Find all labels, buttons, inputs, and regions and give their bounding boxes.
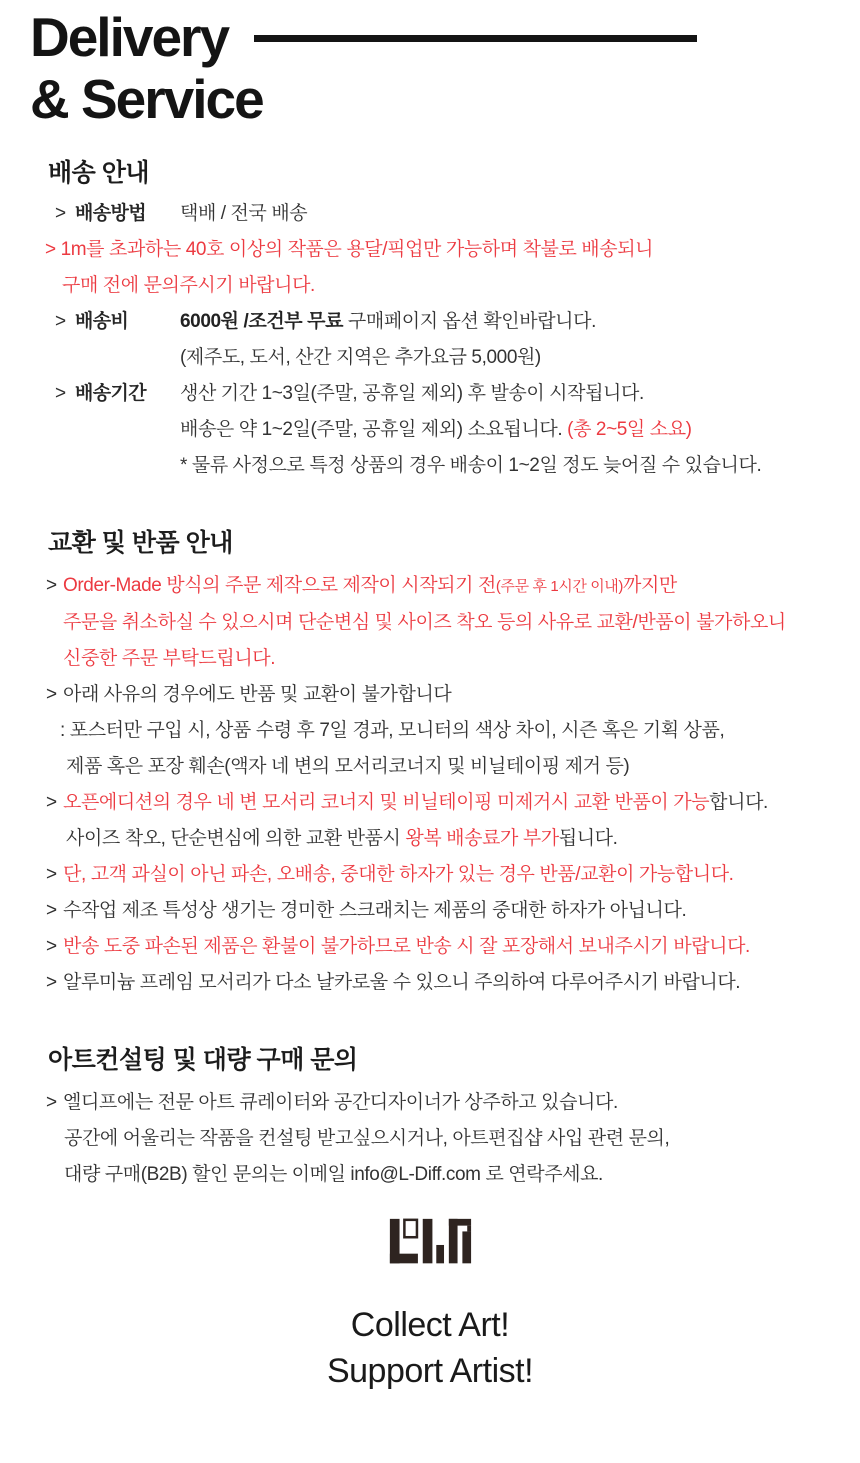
exchange-item-aluminum	[46, 965, 860, 1001]
consulting-section	[0, 1045, 860, 1193]
shipping-info-section	[0, 158, 860, 484]
bullet-marker: >	[46, 575, 57, 596]
not-allowed-cases-line2: 제품 혹은 포장 훼손(액자 네 변의 모서리코너지 및 비닐테이핑 제거 등)	[66, 756, 630, 777]
consulting-line2: 공간에 어울리는 작품을 컨설팅 받고싶으시거나, 아트편집샵 사입 관련 문의,	[64, 1128, 670, 1149]
oversize-notice-line2: 구매 전에 문의주시기 바랍니다.	[62, 275, 315, 296]
order-made-main: Order-Made 방식의 주문 제작으로 제작이 시작되기 전	[63, 575, 496, 596]
order-made-tail: 까지만	[623, 575, 677, 596]
oversize-notice-line1: > 1m를 초과하는 40호 이상의 작품은 용달/픽업만 가능하며 착불로 배송되니	[45, 239, 654, 260]
open-edition-tail: 합니다.	[709, 792, 768, 813]
consulting-line1-row	[46, 1085, 860, 1121]
shipping-fee-value	[180, 304, 596, 340]
shipping-period-line1: 생산 기간 1~3일(주말, 공휴일 제외) 후 발송이 시작됩니다.	[180, 383, 644, 404]
logo-container	[0, 1215, 860, 1278]
bullet-marker: >	[46, 972, 57, 993]
consulting-line1: 엘디프에는 전문 아트 큐레이터와 공간디자이너가 상주하고 있습니다.	[63, 1092, 618, 1113]
page-title-line1: Delivery	[30, 6, 229, 68]
bullet-marker: >	[55, 203, 66, 224]
title-rule-divider	[254, 35, 697, 42]
order-made-small-note: (주문 후 1시간 이내)	[495, 578, 623, 595]
open-edition-cont	[66, 821, 860, 857]
round-trip-black2: 됩니다.	[558, 828, 618, 849]
page-title-line2: & Service	[30, 68, 263, 130]
order-made-cont2: 신중한 주문 부탁드립니다.	[63, 648, 276, 669]
not-allowed-text: 아래 사유의 경우에도 반품 및 교환이 불가합니다	[63, 684, 452, 705]
consulting-section-heading: 아트컨설팅 및 대량 구매 문의	[48, 1046, 358, 1074]
aluminum-text: 알루미늄 프레임 모서리가 다소 날카로울 수 있으니 주의하여 다루어주시기 바랍니다.	[63, 972, 741, 993]
exchange-item-order-made	[46, 568, 860, 605]
open-edition-red: 오픈에디션의 경우 네 변 모서리 코너지 및 비닐테이핑 미제거시 교환 반품이 가능	[63, 792, 710, 813]
shipping-fee-amount: 6000원 /조건부 무료	[180, 311, 344, 332]
shipping-period-label: 배송기간	[75, 383, 147, 404]
shipping-method-label: 배송방법	[75, 203, 147, 224]
l-diff-logo-icon	[384, 1215, 476, 1273]
shipping-fee-label: 배송비	[75, 311, 129, 332]
return-damage-text: 반송 도중 파손된 제품은 환불이 불가하므로 반송 시 잘 포장해서 보내주시기 바랍니다.	[63, 936, 750, 957]
slogan-line1: Collect Art!	[350, 1306, 510, 1344]
shipping-period-row	[55, 376, 860, 412]
bullet-marker: >	[55, 383, 66, 404]
shipping-period-line2	[180, 412, 860, 448]
round-trip-red: 왕복 배송료가 부가	[405, 828, 559, 849]
period-line2-red: (총 2~5일 소요)	[567, 419, 692, 440]
consulting-line3-prefix: 대량 구매(B2B) 할인 문의는 이메일	[64, 1164, 351, 1185]
shipping-period-line3: * 물류 사정으로 특정 상품의 경우 배송이 1~2일 정도 늦어질 수 있습니다.	[180, 455, 762, 476]
shipping-method-value: 택배 / 전국 배송	[180, 203, 308, 224]
consulting-line3	[64, 1157, 860, 1193]
order-made-cont1: 주문을 취소하실 수 있으시며 단순변심 및 사이즈 착오 등의 사유로 교환/반품이 불가하오니	[63, 612, 786, 633]
exchange-section-heading: 교환 및 반품 안내	[48, 529, 233, 557]
bullet-marker: >	[46, 792, 57, 813]
bullet-marker: >	[46, 684, 57, 705]
scratch-text: 수작업 제조 특성상 생기는 경미한 스크래치는 제품의 중대한 하자가 아닙니다.	[63, 900, 687, 921]
shipping-fee-desc: 구매페이지 옵션 확인바랍니다.	[343, 311, 596, 332]
slogan-line2: Support Artist!	[326, 1352, 534, 1390]
bullet-marker: >	[55, 311, 66, 332]
shipping-fee-extra-note: (제주도, 도서, 산간 지역은 추가요금 5,000원)	[180, 347, 541, 368]
shipping-section-heading: 배송 안내	[48, 159, 150, 187]
contact-email: info@L-Diff.com	[350, 1164, 481, 1185]
period-line2-black: 배송은 약 1~2일(주말, 공휴일 제외) 소요됩니다.	[180, 419, 568, 440]
exchange-item-open-edition	[46, 785, 860, 821]
shipping-fee-row	[55, 304, 860, 340]
bullet-marker: >	[46, 864, 57, 885]
page-footer	[0, 1215, 860, 1394]
not-allowed-cases-line1: : 포스터만 구입 시, 상품 수령 후 7일 경과, 모니터의 색상 차이, 시즌 혹은 기획 상품,	[60, 720, 725, 741]
exchange-item-scratch	[46, 893, 860, 929]
open-edition-line	[63, 785, 768, 821]
round-trip-black1: 사이즈 착오, 단순변심에 의한 교환 반품시	[66, 828, 406, 849]
exchange-item-not-allowed	[46, 677, 860, 713]
bullet-marker: >	[46, 900, 57, 921]
bullet-marker: >	[46, 1092, 57, 1113]
bullet-marker: >	[46, 936, 57, 957]
exchange-item-defect	[46, 857, 860, 893]
page-header	[30, 0, 860, 130]
exchange-item-return-damage	[46, 929, 860, 965]
defect-text: 단, 고객 과실이 아닌 파손, 오배송, 중대한 하자가 있는 경우 반품/교환이 가능합니다.	[63, 864, 734, 885]
shipping-method-row	[55, 196, 860, 232]
order-made-line	[63, 568, 677, 605]
consulting-line3-suffix: 로 연락주세요.	[480, 1164, 603, 1185]
slogan-block	[0, 1302, 860, 1394]
exchange-return-section	[0, 528, 860, 1001]
